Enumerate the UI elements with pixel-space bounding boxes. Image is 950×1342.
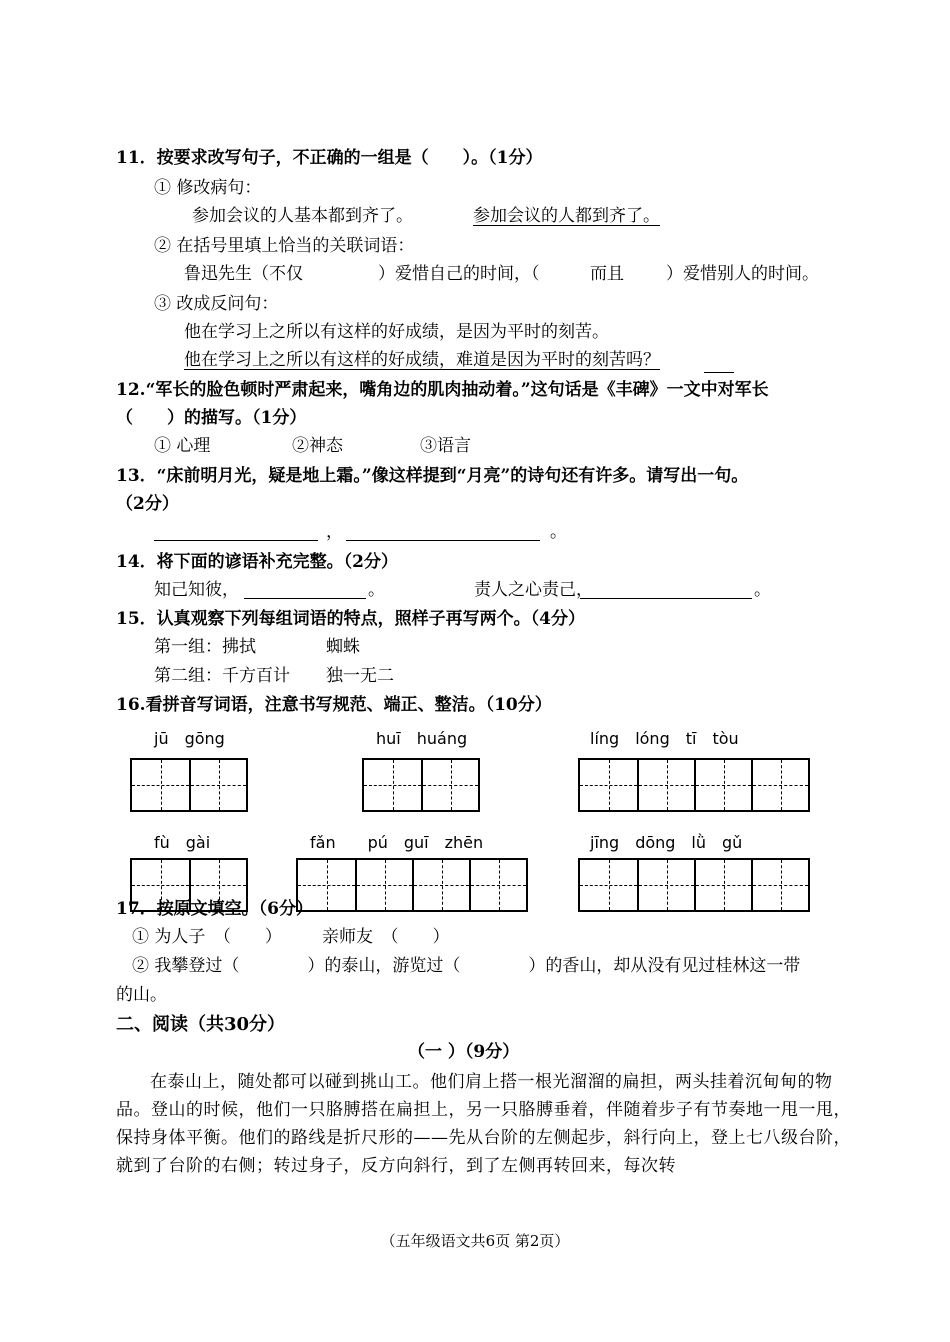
grid-cell[interactable]	[580, 760, 637, 810]
q13-blank-2[interactable]	[346, 540, 540, 541]
q14-part2: 责人之心责己，	[474, 580, 593, 600]
q11-item3-answer: 他在学习上之所以有这样的好成绩，难道是因为平时的刻苦吗？	[184, 350, 660, 370]
q14-period-2: 。	[754, 580, 771, 600]
q14-part1: 知己知彼，	[154, 580, 239, 600]
reading-paragraph: 在泰山上，随处都可以碰到挑山工。他们肩上搭一根光溜溜的扁担，两头挂着沉甸甸的物品。登山的时候，他们一只胳膊搭在扁担上，另一只胳膊垂着，伴随着步子有节奏地一甩一甩，保持身体平衡。他们的路线是折尺形的——先从台阶的左侧起步，斜行向上，登上七八级台阶，就到了台阶的右侧；转过身子，反方向斜行，到了左侧再转回来，每次转	[116, 1072, 851, 1176]
q13-comma: ，	[326, 522, 343, 542]
q17-item2-line2: 的山。	[116, 985, 167, 1005]
grid-cell[interactable]	[132, 760, 189, 810]
q15-title: 15．认真观察下列每组词语的特点，照样子再写两个。（4分）	[116, 609, 585, 629]
q16-pinyin-4: fù gài	[154, 833, 211, 852]
q11-item2-part2: ）爱惜自己的时间，（	[378, 264, 540, 284]
q11-title: 11．按要求改写句子，不正确的一组是（ ）。（1分）	[116, 148, 543, 168]
q16-pinyin-2: huī huáng	[376, 729, 468, 748]
q12-option-1: ① 心理	[154, 436, 211, 456]
q11-item2-part4: ）爱惜别人的时间。	[666, 264, 819, 284]
q16-pinyin-6: jīng dōng lǜ gǔ	[590, 833, 743, 852]
q16-grid-3[interactable]	[578, 758, 810, 812]
grid-cell[interactable]	[637, 760, 694, 810]
q11-item2-label: ② 在括号里填上恰当的关联词语：	[154, 236, 415, 256]
q15-group2-label: 第二组：千方百计	[154, 666, 290, 686]
grid-cell[interactable]	[580, 860, 637, 910]
q14-blank-1[interactable]	[244, 598, 366, 599]
q15-group1-word2: 蜘蛛	[326, 637, 360, 657]
q14-period-1: 。	[368, 580, 385, 600]
q16-title: 16.看拼音写词语，注意书写规范、端正、整洁。（10分）	[116, 695, 552, 715]
q17-item1-b: 亲师友 （ ）	[322, 927, 450, 947]
q13-line1: 13．“床前明月光，疑是地上霜。”像这样提到“月亮”的诗句还有许多。请写出一句。	[116, 466, 749, 486]
q17-item2-line1: ② 我攀登过（ ）的泰山，游览过（ ）的香山，却从没有见过桂林这一带	[132, 956, 801, 976]
grid-cell[interactable]	[364, 760, 421, 810]
grid-cell[interactable]	[189, 760, 246, 810]
section2-title: 二、阅读（共30分）	[116, 1014, 286, 1035]
grid-cell[interactable]	[355, 860, 412, 910]
grid-cell[interactable]	[694, 860, 751, 910]
grid-cell[interactable]	[412, 860, 469, 910]
q17-title: 17．按原文填空。（6分）	[116, 899, 313, 919]
section2-subtitle: （一 ）（9分）	[408, 1042, 520, 1062]
q11-item1-answer: 参加会议的人都到齐了。	[473, 206, 660, 226]
q15-group2-word2: 独一无二	[326, 666, 394, 686]
q16-grid-1[interactable]	[130, 758, 248, 812]
q13-line2: （2分）	[116, 494, 179, 514]
q12-option-2: ②神态	[292, 436, 343, 456]
q11-underline-tail	[704, 372, 734, 373]
page-footer: （五年级语文共6页 第2页）	[380, 1232, 570, 1250]
q16-pinyin-5: fǎn pú guī zhēn	[310, 833, 484, 852]
q13-blank-1[interactable]	[154, 540, 318, 541]
q14-title: 14．将下面的谚语补充完整。（2分）	[116, 552, 398, 572]
grid-cell[interactable]	[421, 760, 478, 810]
q13-period: 。	[550, 522, 567, 542]
q11-item2-part3: 而且	[590, 264, 624, 284]
reading-passage	[116, 1068, 856, 1180]
grid-cell[interactable]	[694, 760, 751, 810]
q15-group1-label: 第一组：拂拭	[154, 637, 256, 657]
q11-item1-original: 参加会议的人基本都到齐了。	[192, 206, 413, 226]
q12-line1: 12.“军长的脸色顿时严肃起来，嘴角边的肌肉抽动着。”这句话是《丰碑》一文中对军长	[116, 380, 769, 400]
grid-cell[interactable]	[637, 860, 694, 910]
q12-line2: （ ）的描写。（1分）	[116, 408, 307, 428]
q14-blank-2[interactable]	[580, 598, 752, 599]
q11-item2-part1: 鲁迅先生（不仅	[184, 264, 303, 284]
q16-grid-6[interactable]	[578, 858, 810, 912]
q12-option-3: ③语言	[420, 436, 471, 456]
q11-item3-label: ③ 改成反问句：	[154, 294, 279, 314]
q11-item1-label: ① 修改病句：	[154, 178, 262, 198]
grid-cell[interactable]	[469, 860, 526, 910]
q17-item1-a: ① 为人子 （ ）	[132, 927, 282, 947]
q16-pinyin-1: jū gōng	[154, 729, 225, 748]
grid-cell[interactable]	[751, 760, 808, 810]
q16-pinyin-3: líng lóng tī tòu	[590, 729, 739, 748]
grid-cell[interactable]	[751, 860, 808, 910]
q16-grid-2[interactable]	[362, 758, 480, 812]
q11-item3-original: 他在学习上之所以有这样的好成绩，是因为平时的刻苦。	[184, 322, 609, 342]
q16-grid-5[interactable]	[296, 858, 528, 912]
